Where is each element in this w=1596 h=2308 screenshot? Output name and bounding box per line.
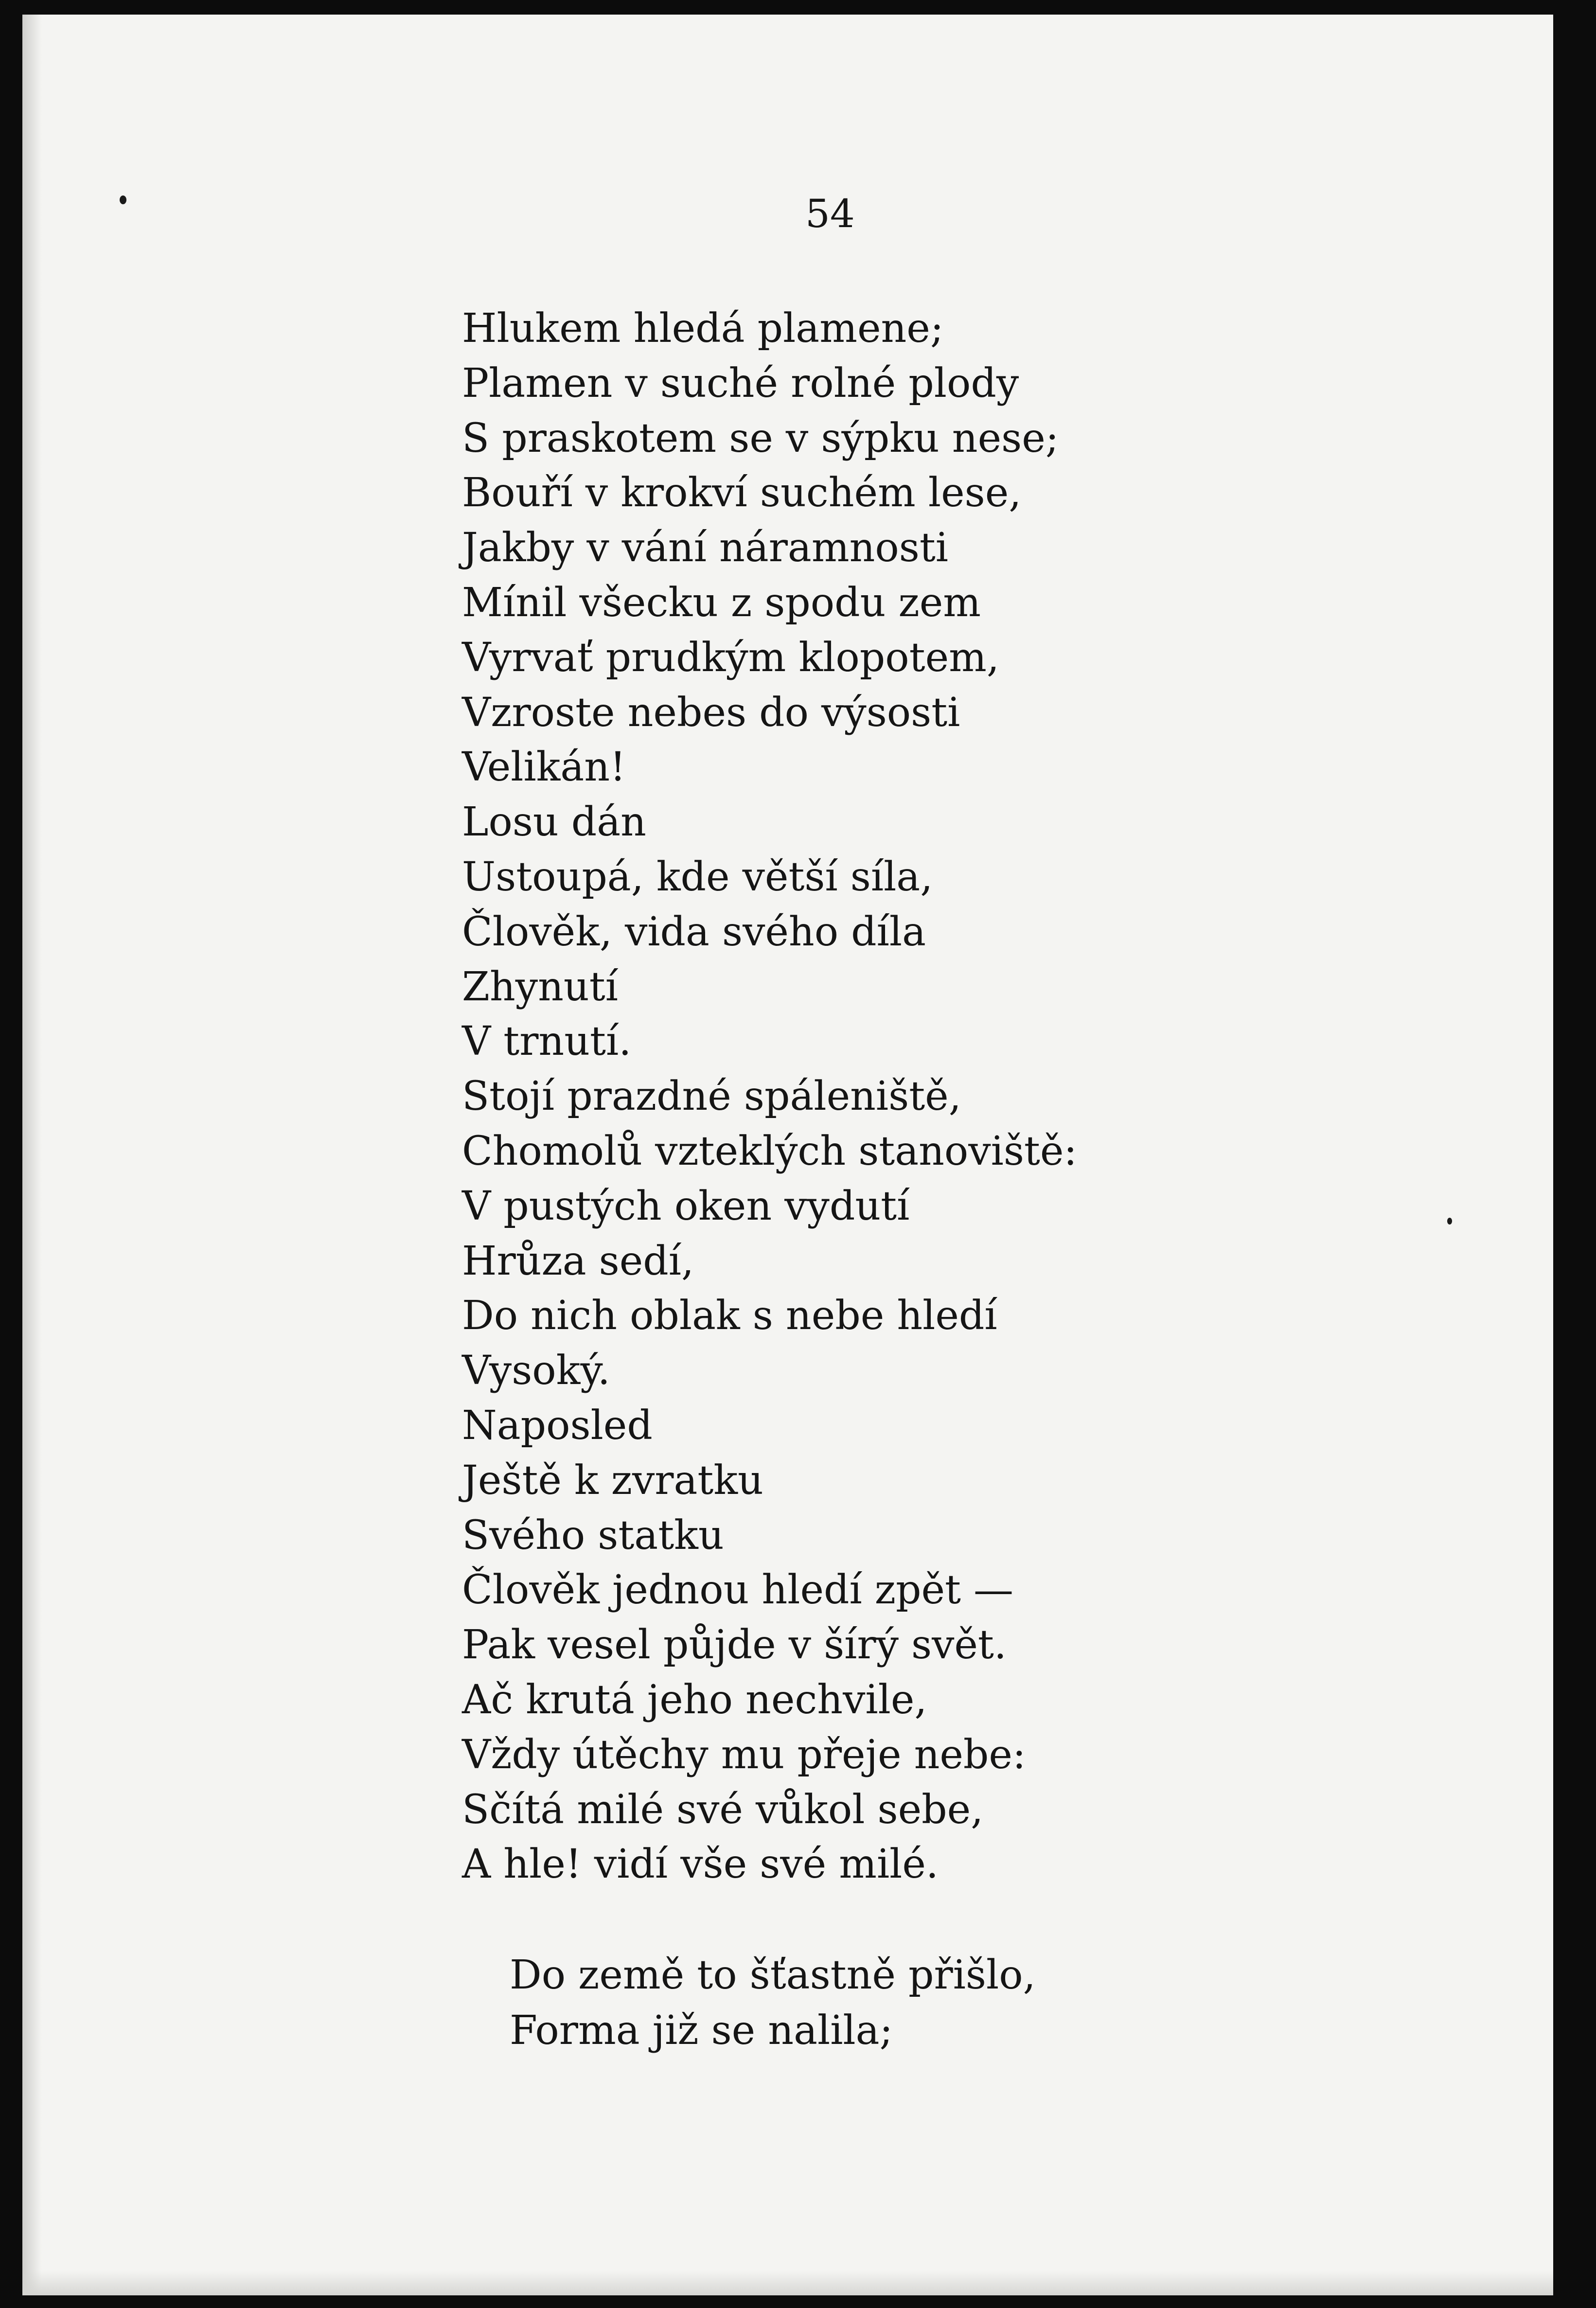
poem-line: Zhynutí	[462, 963, 618, 1010]
poem-line: Do nich oblak s nebe hledí	[462, 1293, 997, 1339]
poem-stanza-1	[462, 302, 1077, 1892]
poem-line: Člověk jednou hledí zpět —	[462, 1567, 1014, 1614]
poem-line: Forma již se nalila;	[510, 2007, 893, 2054]
poem-line: V pustých oken vydutí	[462, 1183, 910, 1229]
page-number: 54	[805, 191, 855, 236]
poem-line: Stojí prazdné spáleniště,	[462, 1073, 961, 1120]
poem-line: Hrůza sedí,	[462, 1238, 694, 1284]
poem-line: Pak vesel půjde v šírý svět.	[462, 1622, 1007, 1669]
poem-line: Bouří v krokví suchém lese,	[462, 470, 1022, 516]
poem-line: Svého statku	[462, 1512, 724, 1559]
book-page	[22, 15, 1553, 2295]
poem-line: Plamen v suché rolné plody	[462, 360, 1019, 407]
ink-speck	[120, 195, 126, 204]
poem-line: Vždy útěchy mu přeje nebe:	[462, 1731, 1026, 1778]
page-bottom-shadow	[22, 2271, 1553, 2295]
poem-line: Do země to šťastně přišlo,	[510, 1952, 1036, 1998]
poem-line: V trnutí.	[462, 1018, 632, 1065]
poem-line: Ještě k zvratku	[462, 1457, 763, 1504]
poem-line: Hlukem hledá plamene;	[462, 305, 944, 352]
poem-line: Ač krutá jeho nechvile,	[462, 1676, 927, 1723]
poem-line: Mínil všecku z spodu zem	[462, 579, 981, 626]
poem-line: Chomolů vzteklých stanoviště:	[462, 1128, 1078, 1174]
poem-line: A hle! vidí vše své milé.	[462, 1841, 939, 1888]
poem-stanza-2	[510, 1948, 1036, 2059]
poem-line: Vyrvať prudkým klopotem,	[462, 634, 999, 681]
poem-line: Naposled	[462, 1402, 653, 1449]
poem-line: Člověk, vida svého díla	[462, 908, 926, 955]
poem-line: Vzroste nebes do výsosti	[462, 689, 960, 736]
page-edge-shadow	[22, 15, 42, 2295]
ink-speck	[1447, 1218, 1452, 1225]
poem-line: Vysoký.	[462, 1348, 610, 1394]
poem-line: Losu dán	[462, 799, 646, 846]
poem-line: Velikán!	[462, 744, 626, 791]
poem-line: S praskotem se v sýpku nese;	[462, 415, 1059, 462]
poem-line: Sčítá milé své vůkol sebe,	[462, 1786, 984, 1833]
poem-line: Jakby v vání náramnosti	[462, 525, 949, 571]
poem-line: Ustoupá, kde větší síla,	[462, 853, 933, 900]
